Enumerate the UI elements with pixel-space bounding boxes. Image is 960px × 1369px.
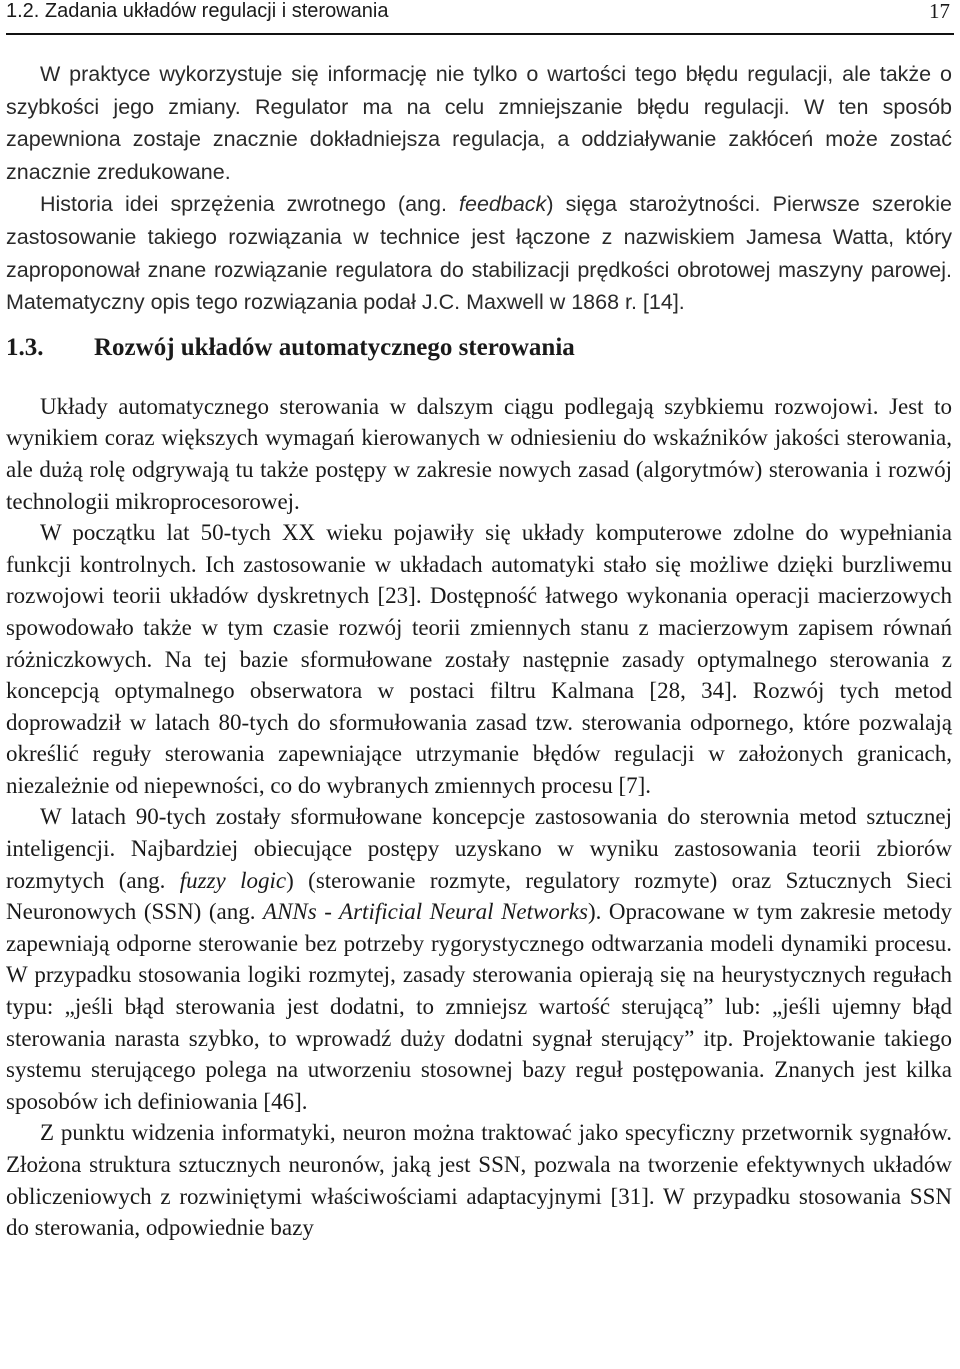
document-body xyxy=(6,58,952,1244)
text-run: W latach 90-tych zostały sformułowane koncepcje zastosowania do sterownia metod sztucznej inteligencji. Najbardziej obiecujące postępy uzyskano w wyniku zastosowania teorii zbiorów rozmytych (ang. xyxy=(6,804,952,893)
section-1-3-body xyxy=(6,391,952,1244)
paragraph: W początku lat 50-tych XX wieku pojawiły się układy komputerowe zdolne do wypełniania funkcji kontrolnych. Ich zastosowanie w układach automatyki stało się możliwe dzięki burzliwemu rozwojowi teorii układów dyskretnych [23]. Dostępność łatwego wykonania operacji macierzowych spowodowało także w tym czasie rozwój teorii zmiennych stanu z macierzowym zapisem równań różniczkowych. Na tej bazie sformułowane zostały następnie zasady optymalnego sterowania z koncepcją optymalnego obserwatora w postaci filtru Kalmana [28, 34]. Rozwój tych metod doprowadził w latach 80-tych do sformułowania zasad tzw. sterowania odpornego, które pozwalają określić reguły sterowania zapewniające utrzymanie błędów regulacji w założonych granicach, niezależnie od niepewności, co do wybranych zmiennych procesu [7]. xyxy=(6,520,952,798)
text-run: ) (sterowanie rozmyte, regulatory rozmyte) oraz Sztucznych Sieci Neuronowych (SSN) (ang. xyxy=(6,867,952,925)
text-run: Historia idei sprzężenia zwrotnego (ang. xyxy=(40,192,460,217)
section-number: 1.3. xyxy=(6,333,44,361)
paragraph xyxy=(6,188,952,318)
text-run: ) sięga starożytności. Pierwsze szerokie zastosowanie takiego rozwiązania w technice jest łączone z nazwiskiem Jamesa Watta, który zaproponował znane rozwiązanie regulatora do stabilizacji prędkości obrotowej maszyny parowej. Matematyczny opis tego rozwiązania podał J.C. Maxwell w 1868 r. [14]. xyxy=(6,192,952,315)
running-header xyxy=(6,0,954,34)
text-run: ). Opracowane w tym zakresie metody zapewniają odporne sterowanie bez potrzeby rygorystycznego odtwarzania modeli dynamiki procesu. W przypadku stosowania logiki rozmytej, zasady sterowania opierają się na heurystycznych regułach typu: „jeśli błąd sterowania jest dodatni, to zmniejsz wartość sterującą” lub: „jeśli ujemny błąd sterowania narasta szybko, to wprowadź duży dodatni sygnał sterujący” itp. Projektowanie takiego systemu sterującego polega na utworzeniu stosownej bazy reguł postępowania. Znanych jest kilka sposobów ich definiowania [46]. xyxy=(6,899,952,1114)
section-title: Rozwój układów automatycznego sterowania xyxy=(94,333,575,361)
italic-term: fuzzy logic xyxy=(179,867,287,893)
header-rule xyxy=(6,33,954,35)
italic-term: ANNs - Artificial Neural Networks xyxy=(263,899,588,925)
paragraph: W praktyce wykorzystuje się informację nie tylko o wartości tego błędu regulacji, ale także o szybkości jego zmiany. Regulator ma na celu zmniejszanie błędu regulacji. W ten sposób zapewniona zostaje znacznie dokładniejsza regulacja, a oddziaływanie zakłóceń może zostać znacznie zredukowane. xyxy=(6,62,952,184)
italic-term: feedback xyxy=(459,192,547,217)
page-number: 17 xyxy=(929,0,950,23)
section-1-2-continuation xyxy=(6,58,952,319)
section-heading xyxy=(6,332,952,364)
paragraph: Układy automatycznego sterowania w dalszym ciągu podlegają szybkiemu rozwojowi. Jest to wynikiem coraz większych wymagań kierowanych w odniesieniu do wskaźników jakości sterowania, ale dużą rolę odgrywają tu także postępy w zakresie nowych zasad (algorytmów) sterowania i rozwój technologii mikroprocesorowej. xyxy=(6,393,952,514)
paragraph: Z punktu widzenia informatyki, neuron można traktować jako specyficzny przetwornik sygnałów. Złożona struktura sztucznych neuronów, jaką jest SSN, pozwala na tworzenie efektywnych układów obliczeniowych z rozwiniętymi właściwościami adaptacyjnymi [31]. W przypadku stosowania SSN do sterowania, odpowiednie bazy xyxy=(6,1120,952,1241)
paragraph xyxy=(6,801,952,1117)
header-title: 1.2. Zadania układów regulacji i sterowania xyxy=(6,0,389,22)
